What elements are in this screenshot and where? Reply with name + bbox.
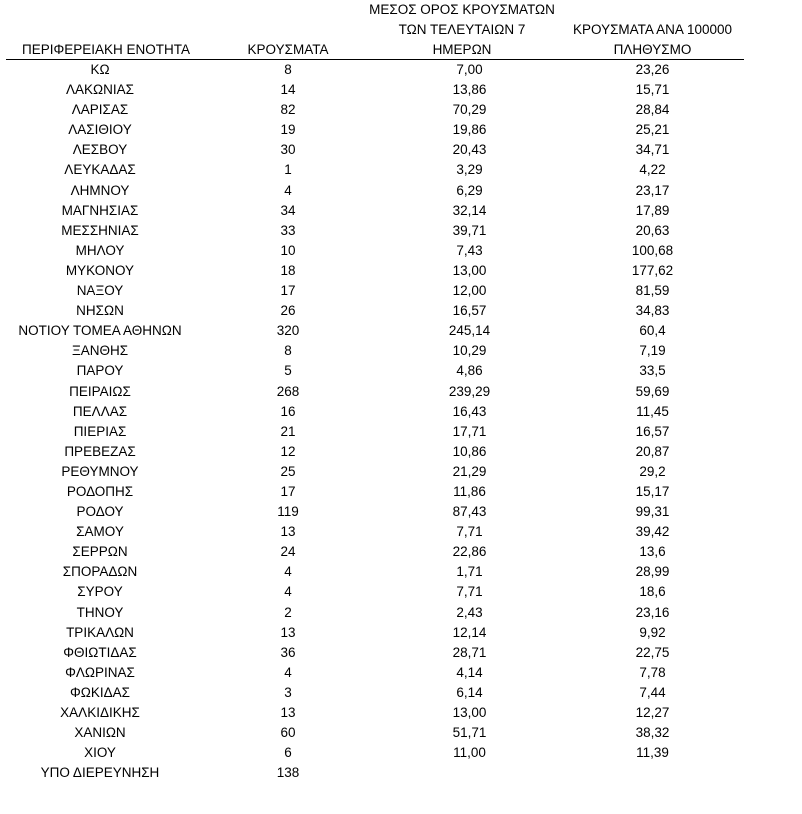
table-row	[0, 522, 802, 542]
region-cell: ΝΗΣΩΝ	[76, 303, 124, 319]
region-cell: ΜΑΓΝΗΣΙΑΣ	[61, 202, 139, 218]
cases-cell: 16	[280, 403, 296, 419]
cases-cell: 60	[280, 725, 296, 741]
average-cell: 32,14	[452, 202, 487, 218]
region-cell: ΧΑΛΚΙΔΙΚΗΣ	[60, 705, 140, 720]
per-100000-cell: 11,45	[636, 403, 669, 419]
region-cell: ΥΠΟ ΔΙΕΡΕΥΝΗΣΗ	[40, 765, 160, 781]
per-100000-cell: 22,75	[635, 644, 670, 660]
header-7day-average-line2: ΤΩΝ ΤΕΛΕΥΤΑΙΩΝ 7	[398, 22, 526, 37]
cases-cell: 4	[284, 664, 292, 680]
region-cell: ΞΑΝΘΗΣ	[71, 343, 129, 359]
region-cell: ΜΗΛΟΥ	[75, 242, 125, 258]
per-100000-cell: 25,21	[635, 122, 670, 138]
table-row	[0, 261, 802, 281]
average-cell: 17,71	[452, 423, 487, 439]
average-cell: 10,29	[452, 343, 487, 359]
cases-cell: 13	[280, 624, 296, 640]
per-100000-cell: 7,44	[639, 684, 666, 700]
cases-cell: 4	[284, 564, 292, 580]
average-cell: 22,86	[452, 544, 487, 560]
table-row	[0, 100, 802, 120]
per-100000-cell: 16,57	[635, 423, 670, 439]
cases-cell: 33	[280, 222, 296, 238]
table-row	[0, 160, 802, 180]
cases-cell: 2	[284, 604, 292, 620]
table-row	[0, 482, 802, 502]
table-row	[0, 361, 802, 381]
region-cell: ΦΘΙΩΤΙΔΑΣ	[63, 644, 137, 660]
average-cell: 13,86	[452, 82, 487, 98]
per-100000-cell: 33,5	[639, 363, 666, 379]
header-cases: ΚΡΟΥΣΜΑΤΑ	[247, 42, 329, 57]
cases-cell: 25	[280, 463, 296, 479]
cases-cell: 8	[284, 343, 292, 359]
cases-cell: 21	[280, 423, 296, 439]
table-row	[0, 743, 802, 763]
table-row	[0, 502, 802, 522]
per-100000-cell: 28,84	[635, 102, 670, 118]
region-cell: ΣΠΟΡΑΔΩΝ	[62, 564, 138, 580]
average-cell: 10,86	[452, 443, 487, 459]
cases-cell: 4	[284, 584, 292, 600]
region-cell: ΚΩ	[90, 62, 110, 77]
cases-cell: 12	[280, 443, 296, 459]
cases-cell: 6	[284, 745, 292, 761]
table-row	[0, 221, 802, 241]
table-row	[0, 723, 802, 743]
per-100000-cell: 18,6	[639, 584, 666, 600]
average-cell: 13,00	[452, 705, 487, 720]
table-row	[0, 60, 802, 80]
table-row	[0, 402, 802, 422]
cases-cell: 4	[284, 182, 292, 198]
average-cell: 239,29	[448, 383, 491, 399]
per-100000-cell: 17,89	[635, 202, 670, 218]
per-100000-cell: 23,17	[635, 182, 670, 198]
per-100000-cell: 39,42	[635, 524, 670, 540]
header-region: ΠΕΡΙΦΕΡΕΙΑΚΗ ΕΝΟΤΗΤΑ	[21, 42, 191, 57]
table-row	[0, 422, 802, 442]
region-cell: ΛΑΚΩΝΙΑΣ	[66, 82, 134, 98]
cases-cell: 26	[280, 303, 296, 319]
region-cell: ΡΟΔΟΠΗΣ	[66, 483, 134, 499]
average-cell: 12,00	[452, 283, 487, 299]
cases-cell: 10	[280, 242, 296, 258]
region-cell: ΝΟΤΙΟΥ ΤΟΜΕΑ ΑΘΗΝΩΝ	[18, 323, 182, 339]
table-row	[0, 663, 802, 683]
region-cell: ΡΕΘΥΜΝΟΥ	[61, 463, 139, 479]
cases-cell: 24	[280, 544, 296, 560]
table-row	[0, 301, 802, 321]
cases-cell: 5	[284, 363, 292, 379]
table-row	[0, 703, 802, 723]
per-100000-cell: 15,71	[635, 82, 670, 98]
region-cell: ΧΙΟΥ	[84, 745, 116, 761]
per-100000-cell: 20,63	[635, 222, 670, 238]
region-cell: ΝΑΞΟΥ	[76, 283, 124, 299]
average-cell: 70,29	[452, 102, 487, 118]
per-100000-cell: 29,2	[639, 463, 666, 479]
cases-cell: 17	[280, 283, 296, 299]
average-cell: 7,71	[456, 584, 483, 600]
average-cell: 51,71	[452, 725, 487, 741]
average-cell: 21,29	[452, 463, 487, 479]
average-cell: 13,00	[452, 262, 487, 278]
table-row	[0, 140, 802, 160]
cases-cell: 82	[280, 102, 296, 118]
table-row	[0, 241, 802, 261]
region-cell: ΧΑΝΙΩΝ	[74, 725, 126, 741]
table-row	[0, 201, 802, 221]
average-cell: 11,86	[453, 483, 486, 499]
average-cell: 12,14	[452, 624, 487, 640]
average-cell: 87,43	[452, 504, 487, 520]
region-cell: ΛΕΣΒΟΥ	[72, 142, 128, 158]
average-cell: 3,29	[456, 162, 483, 178]
average-cell: 4,86	[456, 363, 483, 379]
cases-cell: 34	[280, 202, 296, 218]
average-cell: 7,43	[456, 242, 483, 258]
cases-cell: 30	[280, 142, 296, 158]
per-100000-cell: 100,68	[631, 242, 674, 258]
cases-cell: 320	[276, 323, 300, 339]
header-7day-average	[362, 0, 562, 60]
per-100000-cell: 59,69	[635, 383, 670, 399]
per-100000-cell: 99,31	[635, 504, 670, 520]
cases-cell: 14	[280, 82, 296, 98]
table-row	[0, 442, 802, 462]
average-cell: 7,71	[456, 524, 483, 540]
region-cell: ΜΕΣΣΗΝΙΑΣ	[61, 222, 139, 238]
region-cell: ΤΡΙΚΑΛΩΝ	[66, 624, 134, 640]
per-100000-cell: 60,4	[639, 323, 666, 339]
region-cell: ΛΑΣΙΘΙΟΥ	[68, 122, 132, 138]
region-cell: ΦΛΩΡΙΝΑΣ	[65, 664, 135, 680]
per-100000-cell: 23,16	[635, 604, 670, 620]
table-row	[0, 382, 802, 402]
average-cell: 2,43	[456, 604, 483, 620]
cases-cell: 17	[280, 483, 296, 499]
per-100000-cell: 15,17	[635, 483, 670, 499]
per-100000-cell: 7,78	[639, 664, 666, 680]
header-cases-per-100000-line2: ΠΛΗΘΥΣΜΟ	[613, 42, 692, 57]
header-7day-average-line1: ΜΕΣΟΣ ΟΡΟΣ ΚΡΟΥΣΜΑΤΩΝ	[369, 2, 555, 17]
region-cell: ΜΥΚΟΝΟΥ	[65, 262, 135, 278]
average-cell: 6,29	[456, 182, 483, 198]
cases-cell: 18	[280, 262, 296, 278]
cases-cell: 138	[276, 765, 300, 781]
header-7day-average-line3: ΗΜΕΡΩΝ	[432, 42, 492, 57]
table-row	[0, 643, 802, 663]
per-100000-cell: 23,26	[635, 62, 670, 77]
per-100000-cell: 81,59	[635, 283, 670, 299]
per-100000-cell: 28,99	[635, 564, 670, 580]
region-cell: ΦΩΚΙΔΑΣ	[70, 684, 130, 700]
cases-cell: 13	[280, 705, 296, 720]
per-100000-cell: 9,92	[639, 624, 666, 640]
table-row	[0, 281, 802, 301]
region-cell: ΛΑΡΙΣΑΣ	[71, 102, 129, 118]
table-row	[0, 603, 802, 623]
table-row	[0, 321, 802, 341]
average-cell: 1,71	[456, 564, 483, 580]
table-row	[0, 542, 802, 562]
average-cell: 6,14	[456, 684, 483, 700]
table-row	[0, 623, 802, 643]
table-row	[0, 80, 802, 100]
table-row	[0, 763, 802, 783]
per-100000-cell: 177,62	[631, 262, 674, 278]
cases-cell: 36	[280, 644, 296, 660]
per-100000-cell: 11,39	[636, 745, 669, 761]
region-cell: ΠΕΛΛΑΣ	[72, 403, 128, 419]
per-100000-cell: 34,83	[635, 303, 670, 319]
cases-cell: 8	[284, 62, 292, 77]
per-100000-cell: 4,22	[639, 162, 666, 178]
region-cell: ΠΑΡΟΥ	[76, 363, 124, 379]
table-row	[0, 582, 802, 602]
per-100000-cell: 20,87	[635, 443, 670, 459]
table-row	[0, 181, 802, 201]
table-row	[0, 683, 802, 703]
region-cell: ΠΙΕΡΙΑΣ	[73, 423, 127, 439]
cases-cell: 119	[277, 504, 299, 520]
table-row	[0, 120, 802, 140]
region-cell: ΣΕΡΡΩΝ	[72, 544, 128, 560]
average-cell: 16,43	[452, 403, 487, 419]
cases-cell: 268	[276, 383, 300, 399]
table-row	[0, 562, 802, 582]
cases-cell: 19	[280, 122, 296, 138]
per-100000-cell: 38,32	[635, 725, 670, 741]
average-cell: 16,57	[452, 303, 487, 319]
cases-cell: 1	[284, 162, 292, 178]
region-cell: ΤΗΝΟΥ	[76, 604, 124, 620]
region-cell: ΡΟΔΟΥ	[76, 504, 124, 520]
region-cell: ΣΥΡΟΥ	[77, 584, 123, 600]
average-cell: 245,14	[448, 323, 491, 339]
average-cell: 7,00	[456, 62, 483, 77]
per-100000-cell: 13,6	[639, 544, 666, 560]
table-row	[0, 462, 802, 482]
header-cases-per-100000-line1: ΚΡΟΥΣΜΑΤΑ ΑΝΑ 100000	[573, 22, 732, 37]
per-100000-cell: 7,19	[639, 343, 666, 359]
region-cell: ΠΡΕΒΕΖΑΣ	[64, 443, 136, 459]
region-cell: ΛΕΥΚΑΔΑΣ	[64, 162, 136, 178]
average-cell: 11,00	[453, 745, 486, 761]
cases-cell: 3	[284, 684, 292, 700]
region-cell: ΠΕΙΡΑΙΩΣ	[69, 383, 131, 399]
per-100000-cell: 34,71	[635, 142, 670, 158]
region-cell: ΛΗΜΝΟΥ	[70, 182, 130, 198]
average-cell: 28,71	[452, 644, 487, 660]
table-row	[0, 341, 802, 361]
average-cell: 19,86	[452, 122, 487, 138]
header-cases-per-100000	[555, 20, 750, 60]
average-cell: 20,43	[452, 142, 487, 158]
average-cell: 4,14	[456, 664, 483, 680]
cases-cell: 13	[280, 524, 296, 540]
average-cell: 39,71	[452, 222, 487, 238]
region-cell: ΣΑΜΟΥ	[76, 524, 124, 540]
per-100000-cell: 12,27	[635, 705, 670, 720]
table-body	[0, 60, 802, 783]
